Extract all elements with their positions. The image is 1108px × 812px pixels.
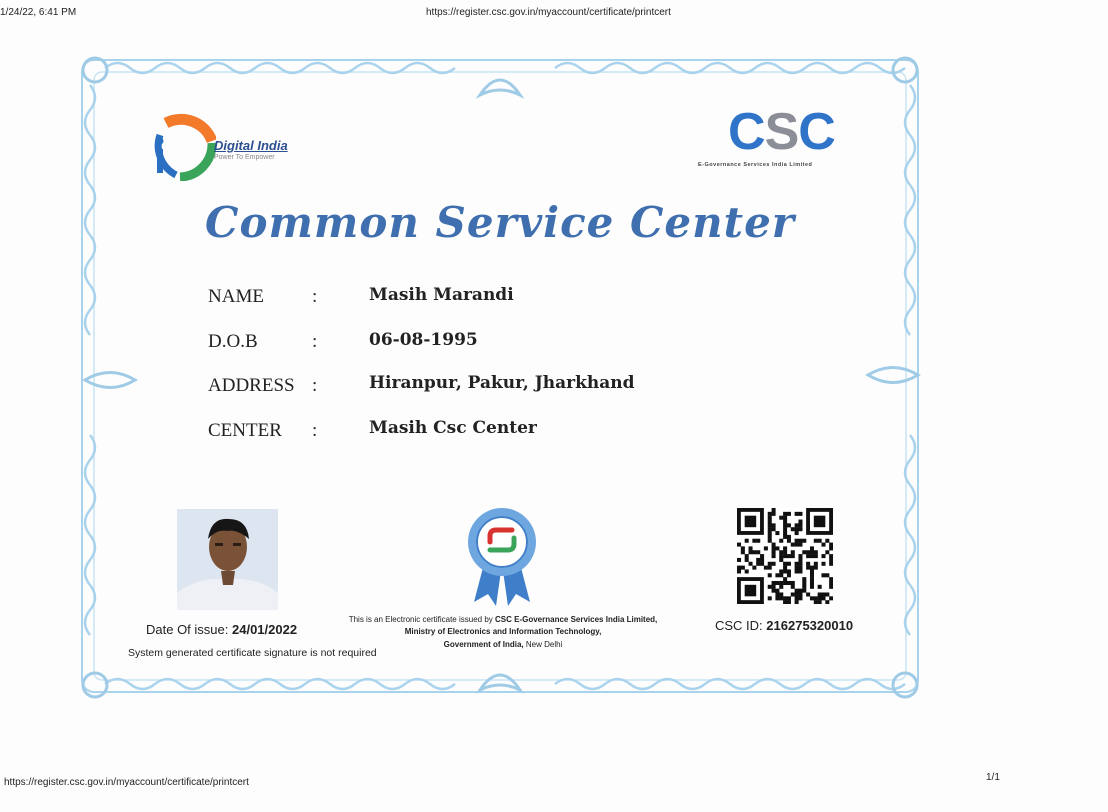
issue-date-value: 24/01/2022 bbox=[232, 622, 298, 637]
csc-id-value: 216275320010 bbox=[766, 618, 854, 633]
certificate-title: Common Service Center bbox=[205, 198, 795, 247]
csc-logo-subtitle: E-Governance Services India Limited bbox=[698, 162, 813, 168]
digital-india-tagline: Power To Empower bbox=[214, 154, 275, 161]
csc-logo-letter-2: S bbox=[764, 103, 799, 161]
digital-india-logo-icon bbox=[146, 101, 216, 181]
csc-logo-letter-3: C bbox=[798, 103, 835, 161]
field-label-dob: D.O.B bbox=[208, 331, 258, 352]
field-label-name: NAME bbox=[208, 286, 264, 307]
electronic-note-city: New Delhi bbox=[525, 640, 563, 649]
issue-date-label: Date Of issue: bbox=[146, 622, 229, 637]
field-colon: : bbox=[312, 420, 318, 441]
field-colon: : bbox=[312, 331, 318, 352]
holder-photo bbox=[177, 509, 278, 610]
electronic-note-line-2: Ministry of Electronics and Information Technology, bbox=[404, 627, 602, 636]
electronic-note-org: CSC E-Governance Services India Limited, bbox=[495, 615, 658, 624]
electronic-note-line-3 bbox=[318, 640, 688, 649]
field-value-center: Masih Csc Center bbox=[369, 418, 537, 438]
field-colon: : bbox=[312, 286, 318, 307]
signature-note: System generated certificate signature is not required bbox=[128, 647, 377, 659]
field-colon: : bbox=[312, 375, 318, 396]
field-value-name: Masih Marandi bbox=[369, 285, 514, 305]
print-datetime: 1/24/22, 6:41 PM bbox=[0, 7, 77, 18]
csc-id-label: CSC ID: bbox=[715, 618, 763, 633]
field-value-dob: 06-08-1995 bbox=[369, 330, 478, 350]
electronic-note-line-1 bbox=[318, 615, 688, 624]
print-url-header: https://register.csc.gov.in/myaccount/certificate/printcert bbox=[426, 7, 671, 18]
field-label-address: ADDRESS bbox=[208, 375, 295, 396]
electronic-note-govt: Government of India, bbox=[443, 640, 524, 649]
print-page-number: 1/1 bbox=[986, 772, 1000, 783]
print-url-footer: https://register.csc.gov.in/myaccount/certificate/printcert bbox=[4, 777, 249, 788]
award-ribbon-icon bbox=[464, 506, 540, 606]
field-value-address: Hiranpur, Pakur, Jharkhand bbox=[369, 373, 635, 393]
qr-code-icon bbox=[737, 508, 833, 604]
field-label-center: CENTER bbox=[208, 420, 282, 441]
csc-logo bbox=[728, 103, 835, 161]
issue-date-line bbox=[146, 622, 297, 637]
csc-logo-letter-1: C bbox=[728, 103, 765, 161]
electronic-note-prefix: This is an Electronic certificate issued by bbox=[348, 615, 493, 624]
csc-id-line bbox=[715, 618, 853, 633]
person-photo-icon bbox=[177, 509, 278, 610]
digital-india-name: Digital India bbox=[214, 138, 288, 153]
